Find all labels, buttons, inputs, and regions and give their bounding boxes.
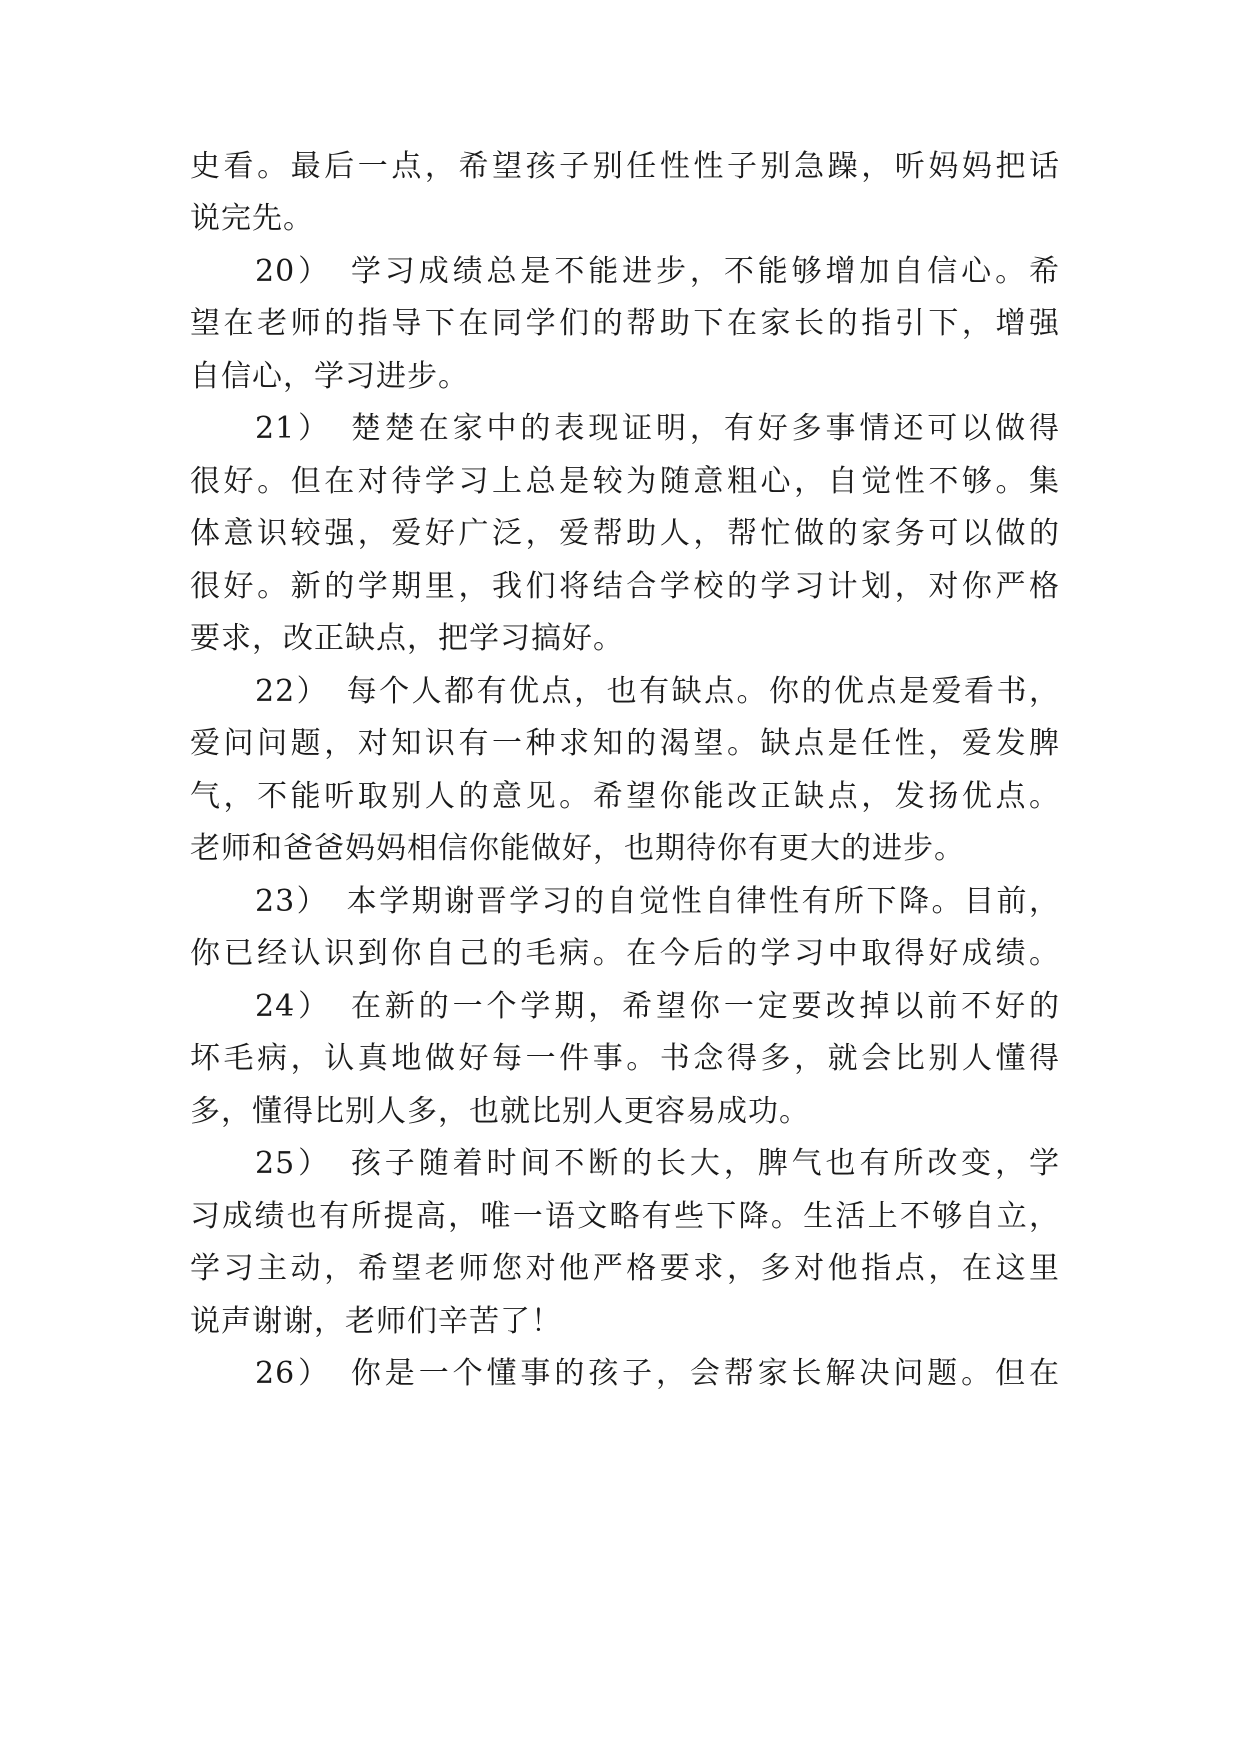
text-line: 气，不能听取别人的意见。希望你能改正缺点，发扬优点。 xyxy=(190,779,1060,814)
paragraph-23-start: 23） 本学期谢晋学习的自觉性自律性有所下降。目前， xyxy=(255,884,1060,919)
paragraph-20-start: 20） 学习成绩总是不能进步，不能够增加自信心。希 xyxy=(255,254,1060,289)
paragraph-25-start: 25） 孩子随着时间不断的长大，脾气也有所改变，学 xyxy=(255,1146,1060,1181)
text-line: 要求，改正缺点，把学习搞好。 xyxy=(190,621,624,656)
text-line: 望在老师的指导下在同学们的帮助下在家长的指引下，增强 xyxy=(190,306,1060,341)
text-line: 很好。但在对待学习上总是较为随意粗心，自觉性不够。集 xyxy=(190,464,1060,499)
paragraph-21-start: 21） 楚楚在家中的表现证明，有好多事情还可以做得 xyxy=(255,411,1060,446)
text-line: 坏毛病，认真地做好每一件事。书念得多，就会比别人懂得 xyxy=(190,1041,1060,1076)
paragraph-24-start: 24） 在新的一个学期，希望你一定要改掉以前不好的 xyxy=(255,989,1060,1024)
text-line: 多，懂得比别人多，也就比别人更容易成功。 xyxy=(190,1094,810,1129)
text-line: 自信心，学习进步。 xyxy=(190,359,469,394)
paragraph-22-start: 22） 每个人都有优点，也有缺点。你的优点是爱看书， xyxy=(255,674,1060,709)
text-line: 习成绩也有所提高，唯一语文略有些下降。生活上不够自立， xyxy=(190,1199,1060,1234)
text-line: 说完先。 xyxy=(190,201,314,236)
text-line: 老师和爸爸妈妈相信你能做好，也期待你有更大的进步。 xyxy=(190,831,965,866)
paragraph-26-start: 26） 你是一个懂事的孩子，会帮家长解决问题。但在 xyxy=(255,1356,1060,1391)
text-line: 学习主动，希望老师您对他严格要求，多对他指点，在这里 xyxy=(190,1251,1060,1286)
text-line: 体意识较强，爱好广泛，爱帮助人，帮忙做的家务可以做的 xyxy=(190,516,1060,551)
text-line: 史看。最后一点，希望孩子别任性性子别急躁，听妈妈把话 xyxy=(190,149,1060,184)
text-line: 爱问问题，对知识有一种求知的渴望。缺点是任性，爱发脾 xyxy=(190,726,1060,761)
text-line: 你已经认识到你自己的毛病。在今后的学习中取得好成绩。 xyxy=(190,936,1060,971)
text-line: 很好。新的学期里，我们将结合学校的学习计划，对你严格 xyxy=(190,569,1060,604)
text-line: 说声谢谢，老师们辛苦了！ xyxy=(190,1304,562,1339)
